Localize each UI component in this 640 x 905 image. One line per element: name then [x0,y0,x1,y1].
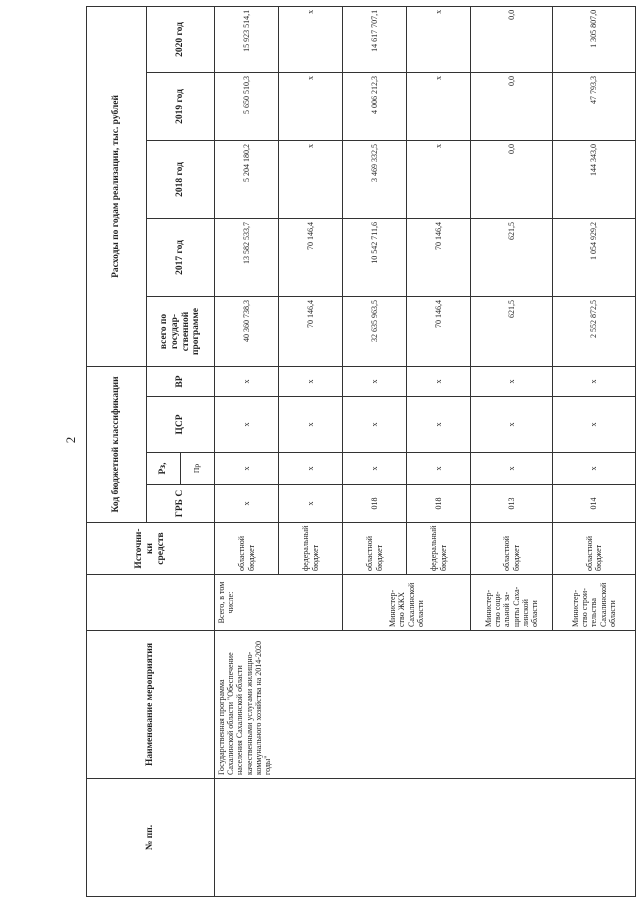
rz-cell: x [407,453,471,485]
rz-cell: x [343,453,407,485]
col-responsible-header [87,575,215,631]
y2017-cell: 70 146,4 [279,218,343,296]
y2018-cell: 144 343,0 [553,140,636,218]
rz-cell: x [279,453,343,485]
rz-cell: x [215,453,279,485]
header-row-1 [87,6,147,896]
responsible-cell: Министер-ство ЖКХ Сахалинской области [343,575,471,631]
y2020-cell: x [407,6,471,72]
y2020-cell: x [279,6,343,72]
y2020-cell: 0,0 [471,6,553,72]
y2019-cell: x [407,72,471,140]
col-csr-header: ЦСР [147,397,215,453]
row-num-cell [215,779,636,897]
total-cell: 32 635 963,5 [343,296,407,366]
source-cell: областной бюджет [553,523,636,575]
col-name-header: Наименование мероприятия [87,631,215,779]
responsible-cell: Министер-ство строи-тельства Сахалинской области [553,575,636,631]
csr-cell: x [407,397,471,453]
csr-cell: x [343,397,407,453]
total-cell: 70 146,4 [407,296,471,366]
col-vr-header: ВР [147,366,215,396]
col-2018-header: 2018 год [147,140,215,218]
col-num-header: № пп. [87,779,215,897]
col-2020-header: 2020 год [147,6,215,72]
col-rz-header: Рз, [147,453,181,485]
y2019-cell: 4 006 212,3 [343,72,407,140]
y2019-cell: 47 793,3 [553,72,636,140]
y2018-cell: 5 204 180,2 [215,140,279,218]
program-title-cell: Государственная программа Сахалинской области "Обеспечение населения Сахалинской области качественными услугами жилищно-коммунального хозяйства на 2014-2020 годы" [215,631,636,779]
col-2017-header: 2017 год [147,218,215,296]
vr-cell: x [343,366,407,396]
rz-cell: x [553,453,636,485]
col-2019-header: 2019 год [147,72,215,140]
col-total-header: всего по государ-ственной программе [147,296,215,366]
source-cell: федеральный бюджет [407,523,471,575]
y2017-cell: 13 582 533,7 [215,218,279,296]
vr-cell: x [279,366,343,396]
y2020-cell: 1 305 807,0 [553,6,636,72]
grbs-cell: 013 [471,485,553,523]
grbs-cell: x [215,485,279,523]
y2018-cell: 0,0 [471,140,553,218]
y2020-cell: 15 923 514,1 [215,6,279,72]
vr-cell: x [407,366,471,396]
vr-cell: x [471,366,553,396]
csr-cell: x [215,397,279,453]
y2018-cell: x [279,140,343,218]
grbs-cell: x [279,485,343,523]
vr-cell: x [215,366,279,396]
table-row [215,6,279,896]
csr-cell: x [279,397,343,453]
grbs-cell: 018 [407,485,471,523]
y2020-cell: 14 617 707,1 [343,6,407,72]
y2017-cell: 1 054 929,2 [553,218,636,296]
source-cell: федеральный бюджет [279,523,343,575]
expenses-header: Расходы по годам реализации, тыс. рублей [87,6,147,366]
grbs-cell: 014 [553,485,636,523]
source-cell: областной бюджет [471,523,553,575]
responsible-cell: Всего, в том числе: [215,575,343,631]
csr-cell: x [553,397,636,453]
vr-cell: x [553,366,636,396]
budget-code-header: Код бюджетной классификации [87,366,147,522]
y2019-cell: x [279,72,343,140]
source-cell: областной бюджет [343,523,407,575]
y2018-cell: 3 469 332,5 [343,140,407,218]
y2018-cell: x [407,140,471,218]
col-sources-header: Источни-ки средств [87,523,215,575]
y2017-cell: 621,5 [471,218,553,296]
rz-cell: x [471,453,553,485]
budget-table [86,6,636,897]
rotated-table-wrapper [86,7,617,897]
total-cell: 70 146,4 [279,296,343,366]
csr-cell: x [471,397,553,453]
total-cell: 2 552 872,5 [553,296,636,366]
y2017-cell: 10 542 711,6 [343,218,407,296]
y2019-cell: 0,0 [471,72,553,140]
total-cell: 40 360 738,3 [215,296,279,366]
grbs-cell: 018 [343,485,407,523]
total-cell: 621,5 [471,296,553,366]
responsible-cell: Министер-ство соци-альной за-щиты Саха-линской области [471,575,553,631]
col-pr-header: Пр [181,453,215,485]
y2019-cell: 5 650 510,3 [215,72,279,140]
y2017-cell: 70 146,4 [407,218,471,296]
source-cell: областной бюджет [215,523,279,575]
col-grbs-header: ГРБ С [147,485,215,523]
page-number: 2 [63,436,78,444]
